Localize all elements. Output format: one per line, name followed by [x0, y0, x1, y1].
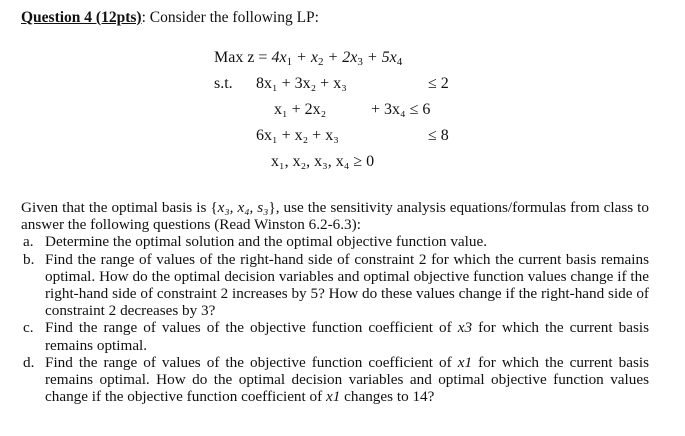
item-variable-2: x1 [326, 388, 341, 406]
lp-st-label: s.t. [214, 75, 233, 92]
question-colon: : [141, 9, 146, 26]
item-letter: a. [23, 233, 34, 251]
question-intro: Consider the following LP: [145, 9, 319, 26]
lp-constraint-2-rhs: + 3x₄ ≤ 6 [371, 101, 431, 118]
lp-constraint-3: 6x₁ + x₂ + x₃ [256, 127, 339, 144]
lp-constraint-3-rhs: ≤ 8 [428, 127, 449, 144]
question-header [21, 9, 319, 27]
question-item-b [21, 251, 649, 320]
question-body [21, 199, 649, 405]
question-item-c [21, 319, 649, 353]
item-letter: c. [23, 319, 34, 337]
item-letter: b. [23, 250, 35, 268]
intro-paragraph [21, 199, 649, 233]
item-text-a: Find the range of values of the objective function coefficient of [45, 319, 458, 337]
lp-constraint-1: 8x₁ + 3x₂ + x₃ [256, 75, 347, 92]
item-text-a: Find the range of values of the objective function coefficient of [45, 353, 458, 371]
question-label: Question 4 (12pts) [21, 9, 142, 26]
lp-objective [214, 49, 402, 67]
basis-set: x₃, x₄, s₃ [217, 199, 269, 216]
question-item-d [21, 354, 649, 406]
item-letter: d. [23, 353, 35, 371]
lp-nonnegativity: x₁, x₂, x₃, x₄ ≥ 0 [271, 153, 375, 170]
lp-constraint-2: x₁ + 2x₂ [274, 101, 327, 118]
item-text-b: for which the current basis remains optimal. [45, 319, 649, 354]
item-variable: x3 [457, 319, 473, 337]
question-item-a [21, 233, 649, 250]
item-text: Find the range of values of the right-hand side of constraint 2 for which the current basis remains optimal. How do the optimal decision variables and optimal objective function values change if the right-hand side of constraint 2 increases by 5? How do these values change if the right-hand side of constraint 2 decreases by 3? [45, 250, 649, 320]
lp-objective-expr: $4x_1 + x_2 + 2x_3 + 5x_4$ [271, 49, 403, 68]
item-text: Determine the optimal solution and the optimal objective function value. [45, 233, 488, 251]
intro-text-a: Given that the optimal basis is { [21, 199, 218, 216]
question-list [21, 233, 649, 405]
item-text-c: changes to 14? [340, 388, 435, 406]
lp-constraint-1-rhs: ≤ 2 [428, 75, 449, 92]
item-variable: x1 [457, 353, 473, 371]
intro-text-b: }, use the sensitivity analysis equations/formulas from class to answer the following questions (Read Winston 6.2-6.3): [21, 199, 649, 234]
lp-objective-prefix: Max z = [214, 49, 272, 66]
item-text-b: for which the current basis remains optimal. How do the optimal decision variables and optimal objective function values change if the objective function coefficient of [45, 353, 649, 406]
